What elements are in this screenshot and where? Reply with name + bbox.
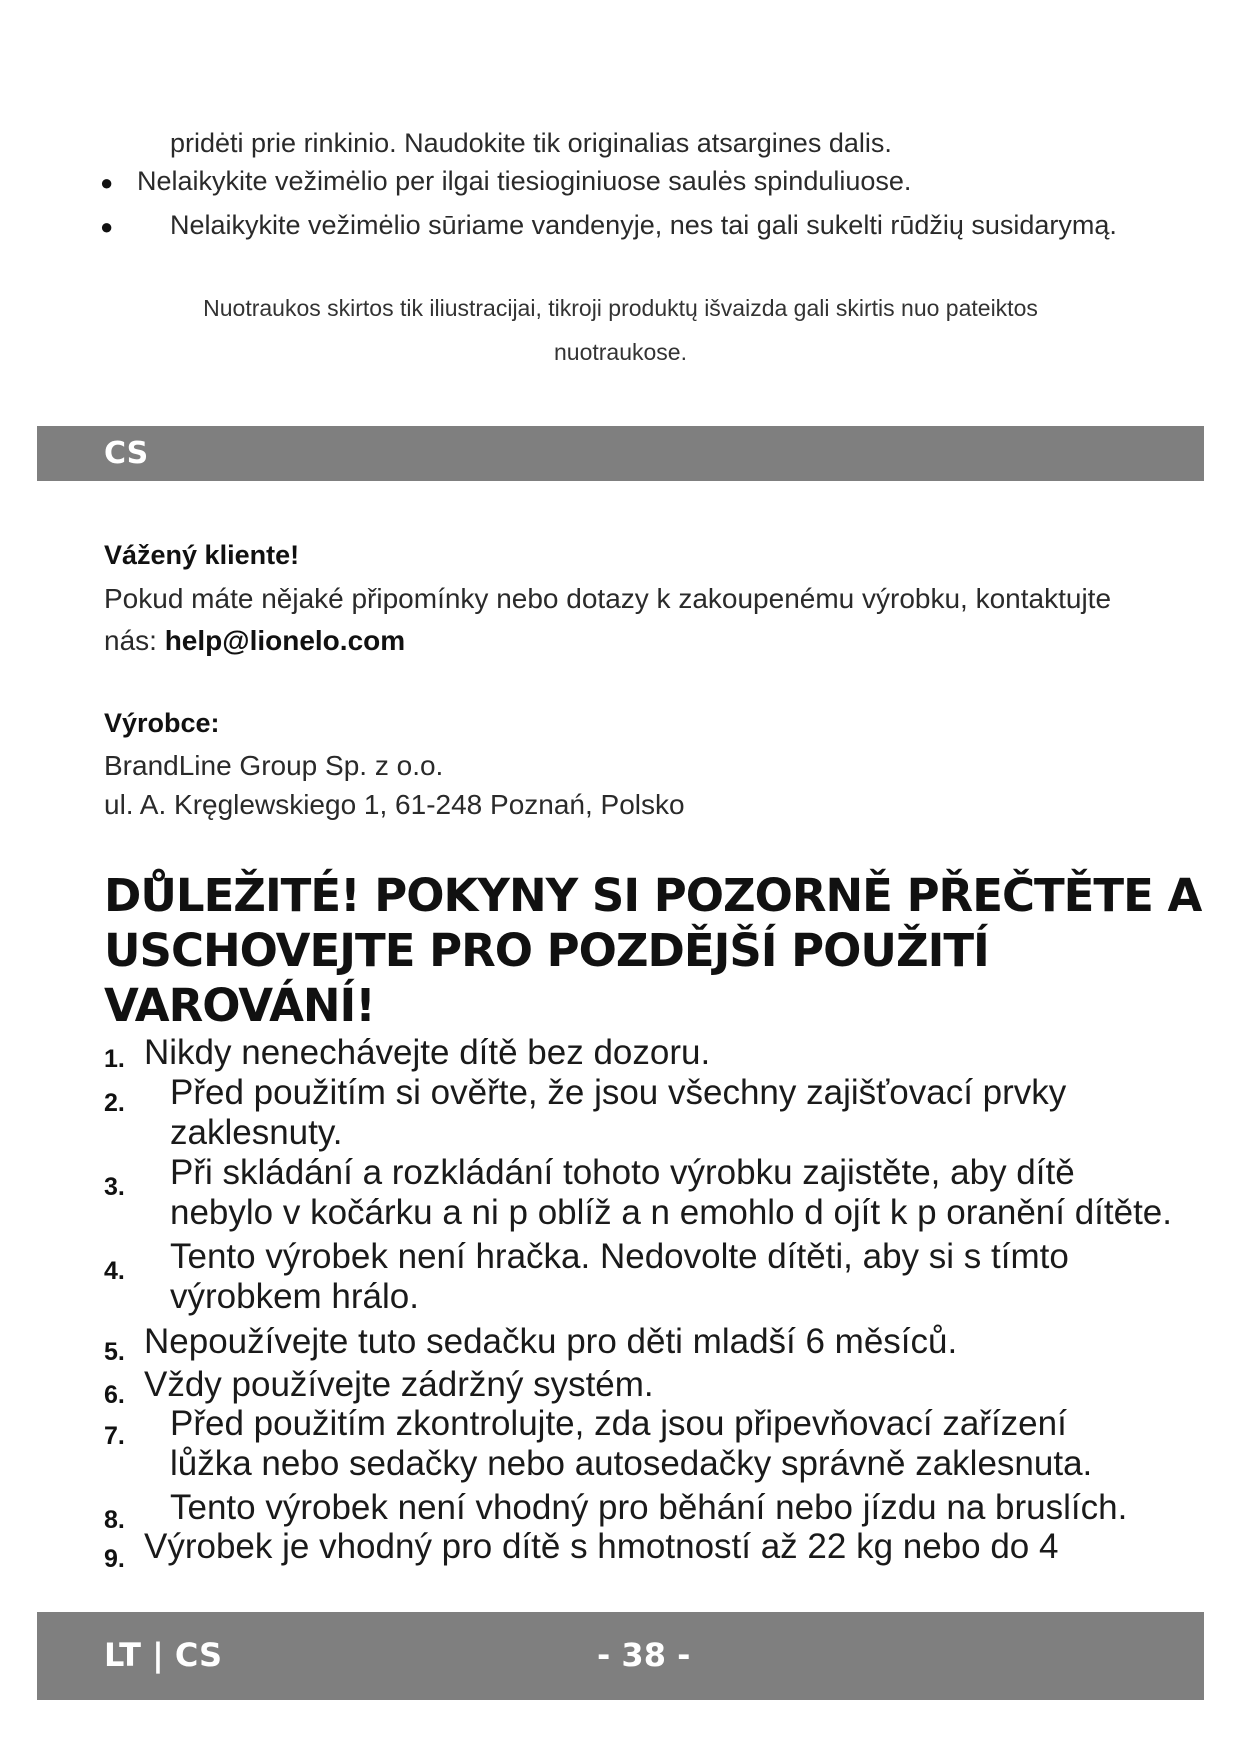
section-header-bar [37, 426, 1204, 481]
item-text: Tento výrobek není vhodný pro běhání nebo jízdu na bruslích. [170, 1488, 1128, 1527]
item-text: zaklesnuty. [170, 1113, 343, 1152]
item-text: lůžka nebo sedačky nebo autosedačky správně zaklesnuta. [170, 1444, 1093, 1483]
item-number: 6. [104, 1381, 125, 1409]
item-number: 7. [104, 1422, 125, 1450]
lt-text-line: pridėti prie rinkinio. Naudokite tik originalias atsargines dalis. [170, 128, 892, 158]
item-text: Nikdy nenechávejte dítě bez dozoru. [144, 1033, 711, 1072]
contact-prefix: nás: [104, 625, 165, 656]
warning-heading: VAROVÁNÍ! [104, 979, 375, 1032]
item-number: 5. [104, 1338, 125, 1366]
manufacturer-name: BrandLine Group Sp. z o.o. [104, 750, 444, 781]
contact-email-link[interactable]: help@lionelo.com [164, 625, 406, 656]
item-text: nebylo v kočárku a ni p oblíž a n emohlo d ojít k p oranění dítěte. [170, 1193, 1172, 1232]
page-footer [37, 1612, 1204, 1700]
warning-item [104, 1153, 1224, 1233]
item-number: 1. [104, 1045, 125, 1073]
item-text: Výrobek je vhodný pro dítě s hmotností až 22 kg nebo do 4 [144, 1527, 1059, 1566]
item-number: 8. [104, 1506, 125, 1534]
item-text: Vždy používejte zádržný systém. [144, 1365, 654, 1404]
warning-item [104, 1488, 1224, 1534]
warning-item [104, 1365, 1224, 1409]
manufacturer-address: ul. A. Kręglewskiego 1, 61-248 Poznań, Polsko [104, 789, 685, 820]
section-label: CS [104, 436, 149, 471]
warning-item [104, 1073, 1224, 1153]
contact-text: Pokud máte nějaké připomínky nebo dotazy k zakoupenému výrobku, kontaktujte [104, 583, 1112, 614]
contact-line [104, 625, 405, 657]
manufacturer-label: Výrobce: [104, 708, 220, 738]
footer-languages: LT | CS [104, 1636, 223, 1674]
warning-heading: USCHOVEJTE PRO POZDĚJŠÍ POUŽITÍ [104, 924, 989, 977]
item-number: 9. [104, 1545, 125, 1573]
illustration-note: nuotraukose. [554, 339, 687, 365]
item-number: 3. [104, 1173, 125, 1201]
warning-item [104, 1033, 1224, 1073]
lt-bullet-text: Nelaikykite vežimėlio per ilgai tiesioginiuose saulės spinduliuose. [137, 166, 912, 196]
item-text: Tento výrobek není hračka. Nedovolte dítěti, aby si s tímto [170, 1237, 1069, 1276]
warning-heading: DŮLEŽITÉ! POKYNY SI POZORNĚ PŘEČTĚTE A [104, 869, 1202, 922]
warning-item [104, 1404, 1224, 1484]
warning-item [104, 1527, 1224, 1573]
item-number: 2. [104, 1089, 125, 1117]
bullet-icon: ● [100, 214, 114, 239]
warning-item [104, 1237, 1224, 1317]
illustration-note: Nuotraukos skirtos tik iliustracijai, tikroji produktų išvaizda gali skirtis nuo pateiktos [203, 295, 1038, 321]
item-text: Před použitím si ověřte, že jsou všechny zajišťovací prvky [170, 1073, 1067, 1112]
lt-bullet-text: Nelaikykite vežimėlio sūriame vandenyje, nes tai gali sukelti rūdžių susidarymą. [170, 210, 1117, 240]
item-text: výrobkem hrálo. [170, 1277, 419, 1316]
item-text: Při skládání a rozkládání tohoto výrobku zajistěte, aby dítě [170, 1153, 1075, 1192]
bullet-icon: ● [100, 170, 114, 195]
item-text: Před použitím zkontrolujte, zda jsou připevňovací zařízení [170, 1404, 1067, 1443]
item-number: 4. [104, 1257, 125, 1285]
warning-item [104, 1322, 1224, 1366]
page-number: - 38 - [597, 1636, 691, 1674]
greeting: Vážený kliente! [104, 540, 300, 570]
item-text: Nepoužívejte tuto sedačku pro děti mladší 6 měsíců. [144, 1322, 958, 1361]
